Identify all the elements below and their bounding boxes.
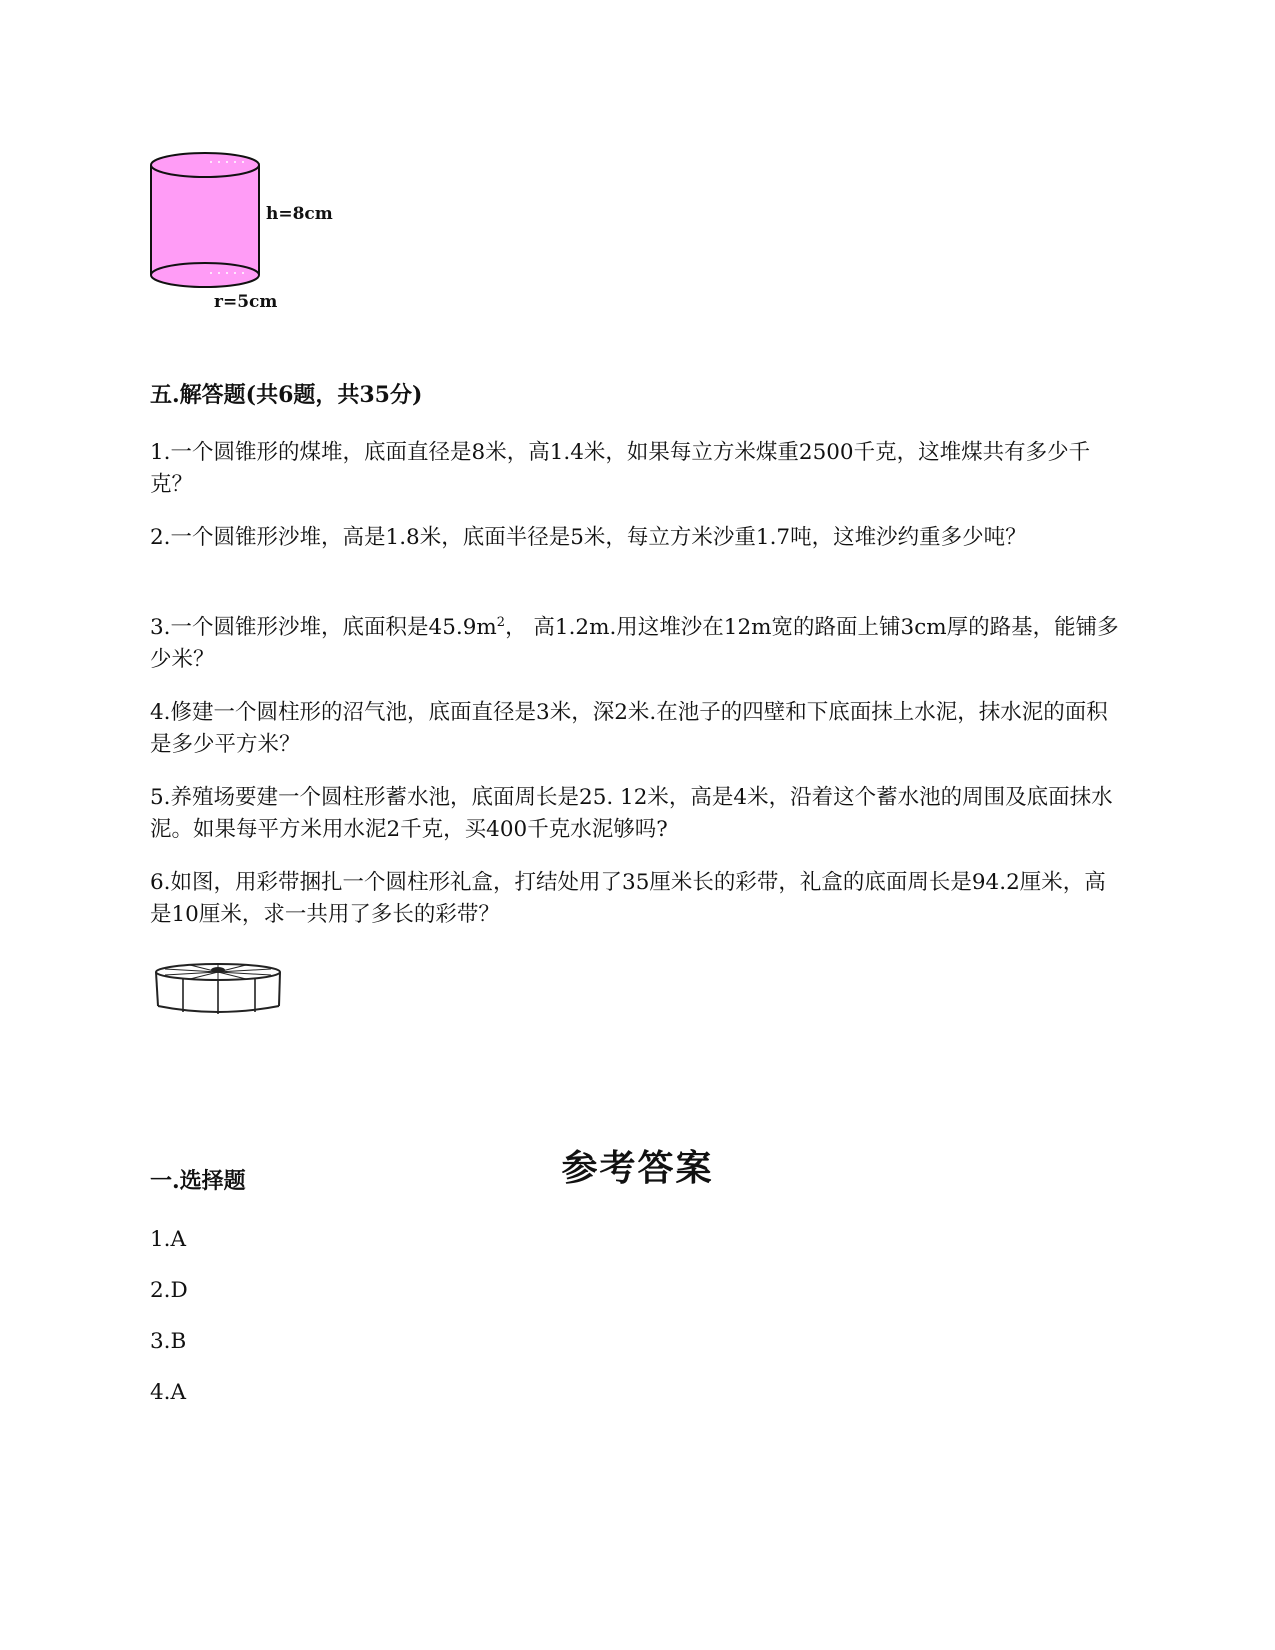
answers-title: 参考答案 [561,1147,714,1189]
superscript-2: 2 [496,614,506,630]
answer-item: 2.D [150,1278,188,1303]
question-2: 2.一个圆锥形沙堆，高是1.8米，底面半径是5米，每立方米沙重1.7吨，这堆沙约重多少吨？ [150,525,1027,550]
gift-box-drawing [155,962,290,1022]
answer-item: 4.A [150,1380,187,1405]
answers-section-heading: 一.选择题 [150,1168,246,1194]
answer-item: 3.B [150,1329,187,1354]
section-heading: 五.解答题(共6题，共35分) [150,382,423,408]
question-3-part-b: ， 高1.2m.用这堆沙在12m宽的路面上铺3cm厚的路基，能铺多少米？ [150,615,1119,672]
height-label: h=8cm [266,204,333,224]
question-6: 6.如图，用彩带捆扎一个圆柱形礼盒，打结处用了35厘米长的彩带，礼盒的底面周长是94.2厘米，高是10厘米，求一共用了多长的彩带？ [150,870,1106,927]
question-3 [150,612,1125,676]
question-5: 5.养殖场要建一个圆柱形蓄水池，底面周长是25. 12米，高是4米，沿着这个蓄水池的周围及底面抹水泥。如果每平方米用水泥2千克，买400千克水泥够吗? [150,785,1113,842]
question-4: 4.修建一个圆柱形的沼气池，底面直径是3米，深2米.在池子的四壁和下底面抹上水泥，抹水泥的面积是多少平方米？ [150,700,1108,757]
cylinder-figure [148,150,348,320]
answer-item: 1.A [150,1227,187,1252]
question-3-part-a: 3.一个圆锥形沙堆，底面积是45.9m [150,615,497,640]
question-1: 1.一个圆锥形的煤堆，底面直径是8米，高1.4米，如果每立方米煤重2500千克，这堆煤共有多少千克？ [150,440,1091,497]
gift-box-figure [155,962,290,1022]
radius-label: r=5cm [214,292,278,312]
